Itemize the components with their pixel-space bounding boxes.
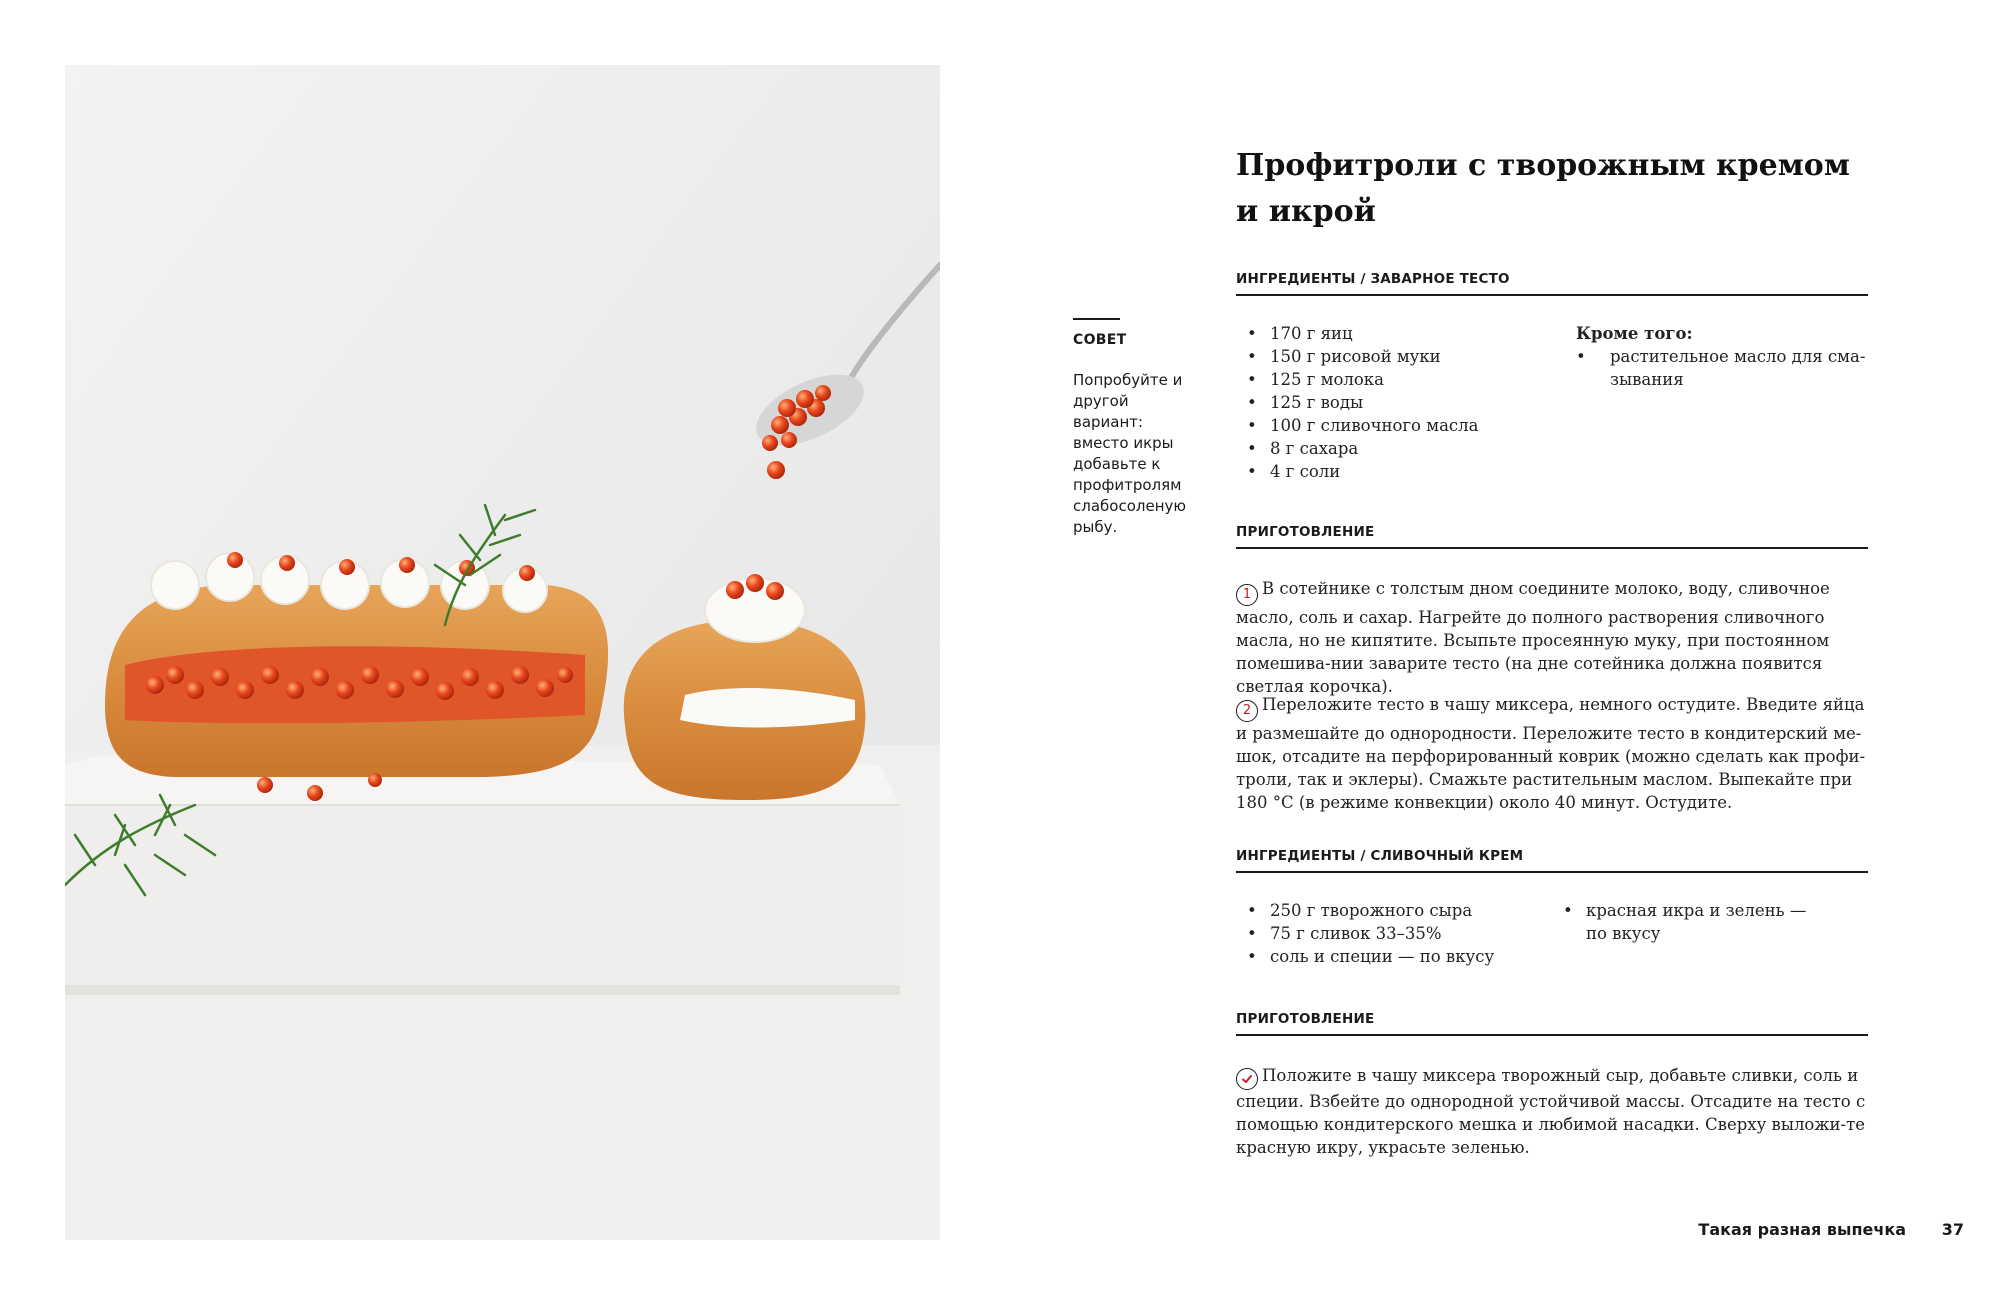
tip-text: Попробуйте и другой вариант: вместо икры добавьте к профитролям слабосоленую рыбу. (1073, 371, 1187, 536)
step-number: 2 (1236, 700, 1258, 722)
list-item: • растительное масло для сма-зывания (1576, 345, 1868, 391)
tip-box (1073, 318, 1203, 538)
step-text: В сотейнике с толстым дном соедините молоко, воду, сливочное масло, соль и сахар. Нагрейте до полного растворения сливочного масла, но не кипятите. Всыпьте просеянную муку, при постоянном помешива-нии заварите тесто (на дне сотейника должна появится светлая корочка). (1236, 579, 1830, 696)
tip-heading: СОВЕТ (1073, 332, 1127, 348)
check-icon (1236, 1068, 1258, 1090)
step-text: Положите в чашу миксера творожный сыр, добавьте сливки, соль и специи. Взбейте до однородной устойчивой массы. Отсадите на тесто с помощью кондитерского мешка и любимой насадки. Сверху выложи-те красную икру, украсьте зеленью. (1236, 1066, 1866, 1157)
cream-ingredients (1236, 899, 1868, 974)
list-item: • 75 г сливок 33–35% (1236, 922, 1546, 945)
list-item: • 100 г сливочного масла (1236, 414, 1536, 437)
list-item: • 125 г воды (1236, 391, 1536, 414)
recipe-title: Профитроли с творожным кремом и икрой (1236, 148, 1850, 229)
section-heading-dough: ИНГРЕДИЕНТЫ / ЗАВАРНОЕ ТЕСТО (1236, 270, 1868, 296)
step-text: Переложите тесто в чашу миксера, немного остудите. Введите яйца и размешайте до однородности. Переложите тесто в кондитерский ме-шок, отсадите на перфорированный коврик (можно сделать как профи-троли, так и эклеры). Смажьте растительным маслом. Выпекайте при 180 °C (в режиме конвекции) около 40 минут. Остудите. (1236, 695, 1866, 812)
step-2 (1236, 693, 1868, 814)
profiteroles-photo-illustration (65, 65, 940, 1240)
tip-divider (1073, 318, 1120, 320)
running-footer-title: Такая разная выпечка (1698, 1220, 1906, 1239)
section-heading-preparation: ПРИГОТОВЛЕНИЕ (1236, 523, 1868, 549)
extra-ingredients (1576, 322, 1868, 391)
list-item: • красная икра и зелень — по вкусу (1552, 899, 1812, 945)
section-heading-cream: ИНГРЕДИЕНТЫ / СЛИВОЧНЫЙ КРЕМ (1236, 847, 1868, 873)
step-3 (1236, 1064, 1868, 1159)
extra-heading: Кроме того: (1576, 324, 1693, 343)
list-item: • 4 г соли (1236, 460, 1536, 483)
page-number: 37 (1941, 1220, 1964, 1239)
list-item: • соль и специи — по вкусу (1236, 945, 1546, 968)
cream-ingredients-list-right (1552, 899, 1812, 945)
recipe-photo (65, 65, 940, 1240)
cream-ingredients-list (1236, 899, 1546, 968)
list-item: • 125 г молока (1236, 368, 1536, 391)
list-item: • 150 г рисовой муки (1236, 345, 1536, 368)
step-1 (1236, 577, 1868, 698)
list-item: • 8 г сахара (1236, 437, 1536, 460)
list-item: • 250 г творожного сыра (1236, 899, 1546, 922)
section-heading-preparation-cream: ПРИГОТОВЛЕНИЕ (1236, 1010, 1868, 1036)
dough-ingredients-list (1236, 322, 1536, 483)
step-number: 1 (1236, 584, 1258, 606)
list-item: • 170 г яиц (1236, 322, 1536, 345)
dough-ingredients (1236, 322, 1868, 492)
